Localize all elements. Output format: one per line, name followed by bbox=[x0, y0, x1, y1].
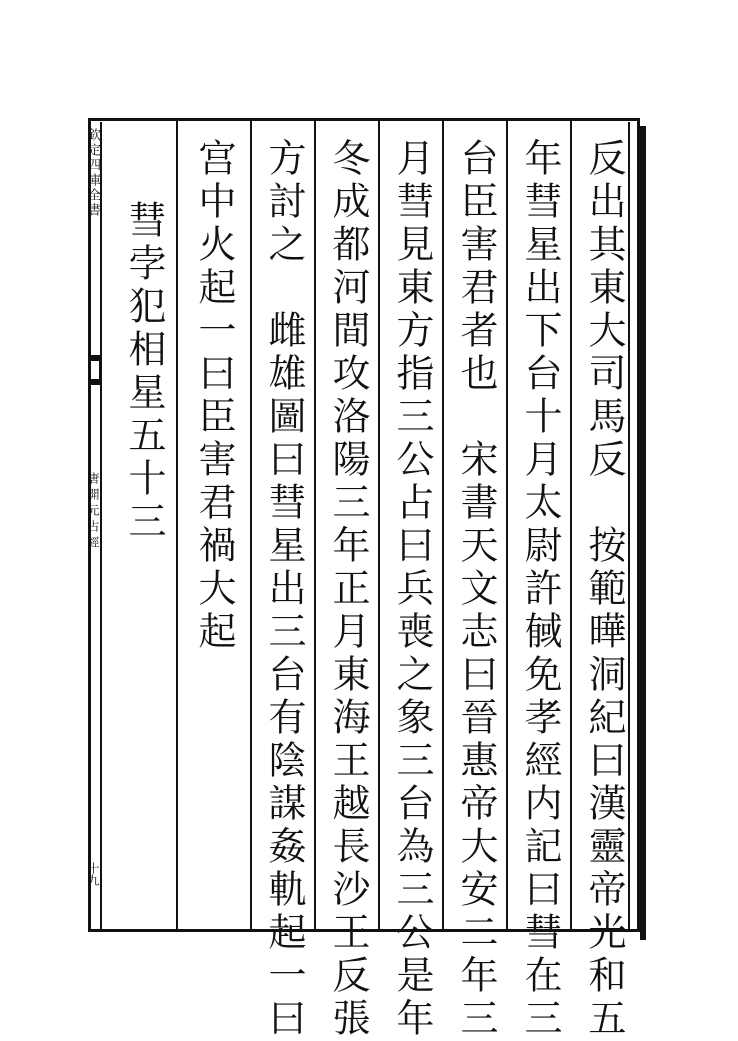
column-divider bbox=[378, 118, 380, 932]
text-column-4: 月彗見東方指三公占曰兵喪之象三台為三公是年 bbox=[390, 138, 434, 1041]
column-divider bbox=[250, 118, 252, 932]
frame-outer-rule bbox=[640, 126, 646, 940]
collection-title: 欽定四庫全書 bbox=[85, 128, 100, 218]
text-column-3: 台臣害君者也 宋書天文志曰晉惠帝大安二年三 bbox=[454, 138, 498, 1041]
text-column-2: 年彗星出下台十月太尉許戫免孝經内記曰彗在三 bbox=[518, 138, 562, 1041]
text-column-6: 方討之 雌雄圖曰彗星出三台有陰謀姦軌起一曰 bbox=[262, 138, 306, 1041]
book-title: 唐開元占經 bbox=[86, 472, 100, 552]
column-divider bbox=[442, 118, 444, 932]
section-heading: 彗孛犯相星五十三 bbox=[122, 200, 166, 544]
column-divider bbox=[570, 118, 572, 932]
column-divider bbox=[506, 118, 508, 932]
fish-tail-mark bbox=[88, 355, 102, 385]
text-column-7: 宫中火起一曰臣害君禍大起 bbox=[192, 138, 236, 654]
text-column-5: 冬成都河間攻洛陽三年正月東海王越長沙王反張 bbox=[326, 138, 370, 1041]
column-divider bbox=[176, 118, 178, 932]
column-divider bbox=[314, 118, 316, 932]
text-column-1: 反出其東大司馬反 按範曄洞紀曰漢靈帝光和五 bbox=[582, 138, 626, 1041]
page-number: 十九 bbox=[86, 862, 100, 886]
